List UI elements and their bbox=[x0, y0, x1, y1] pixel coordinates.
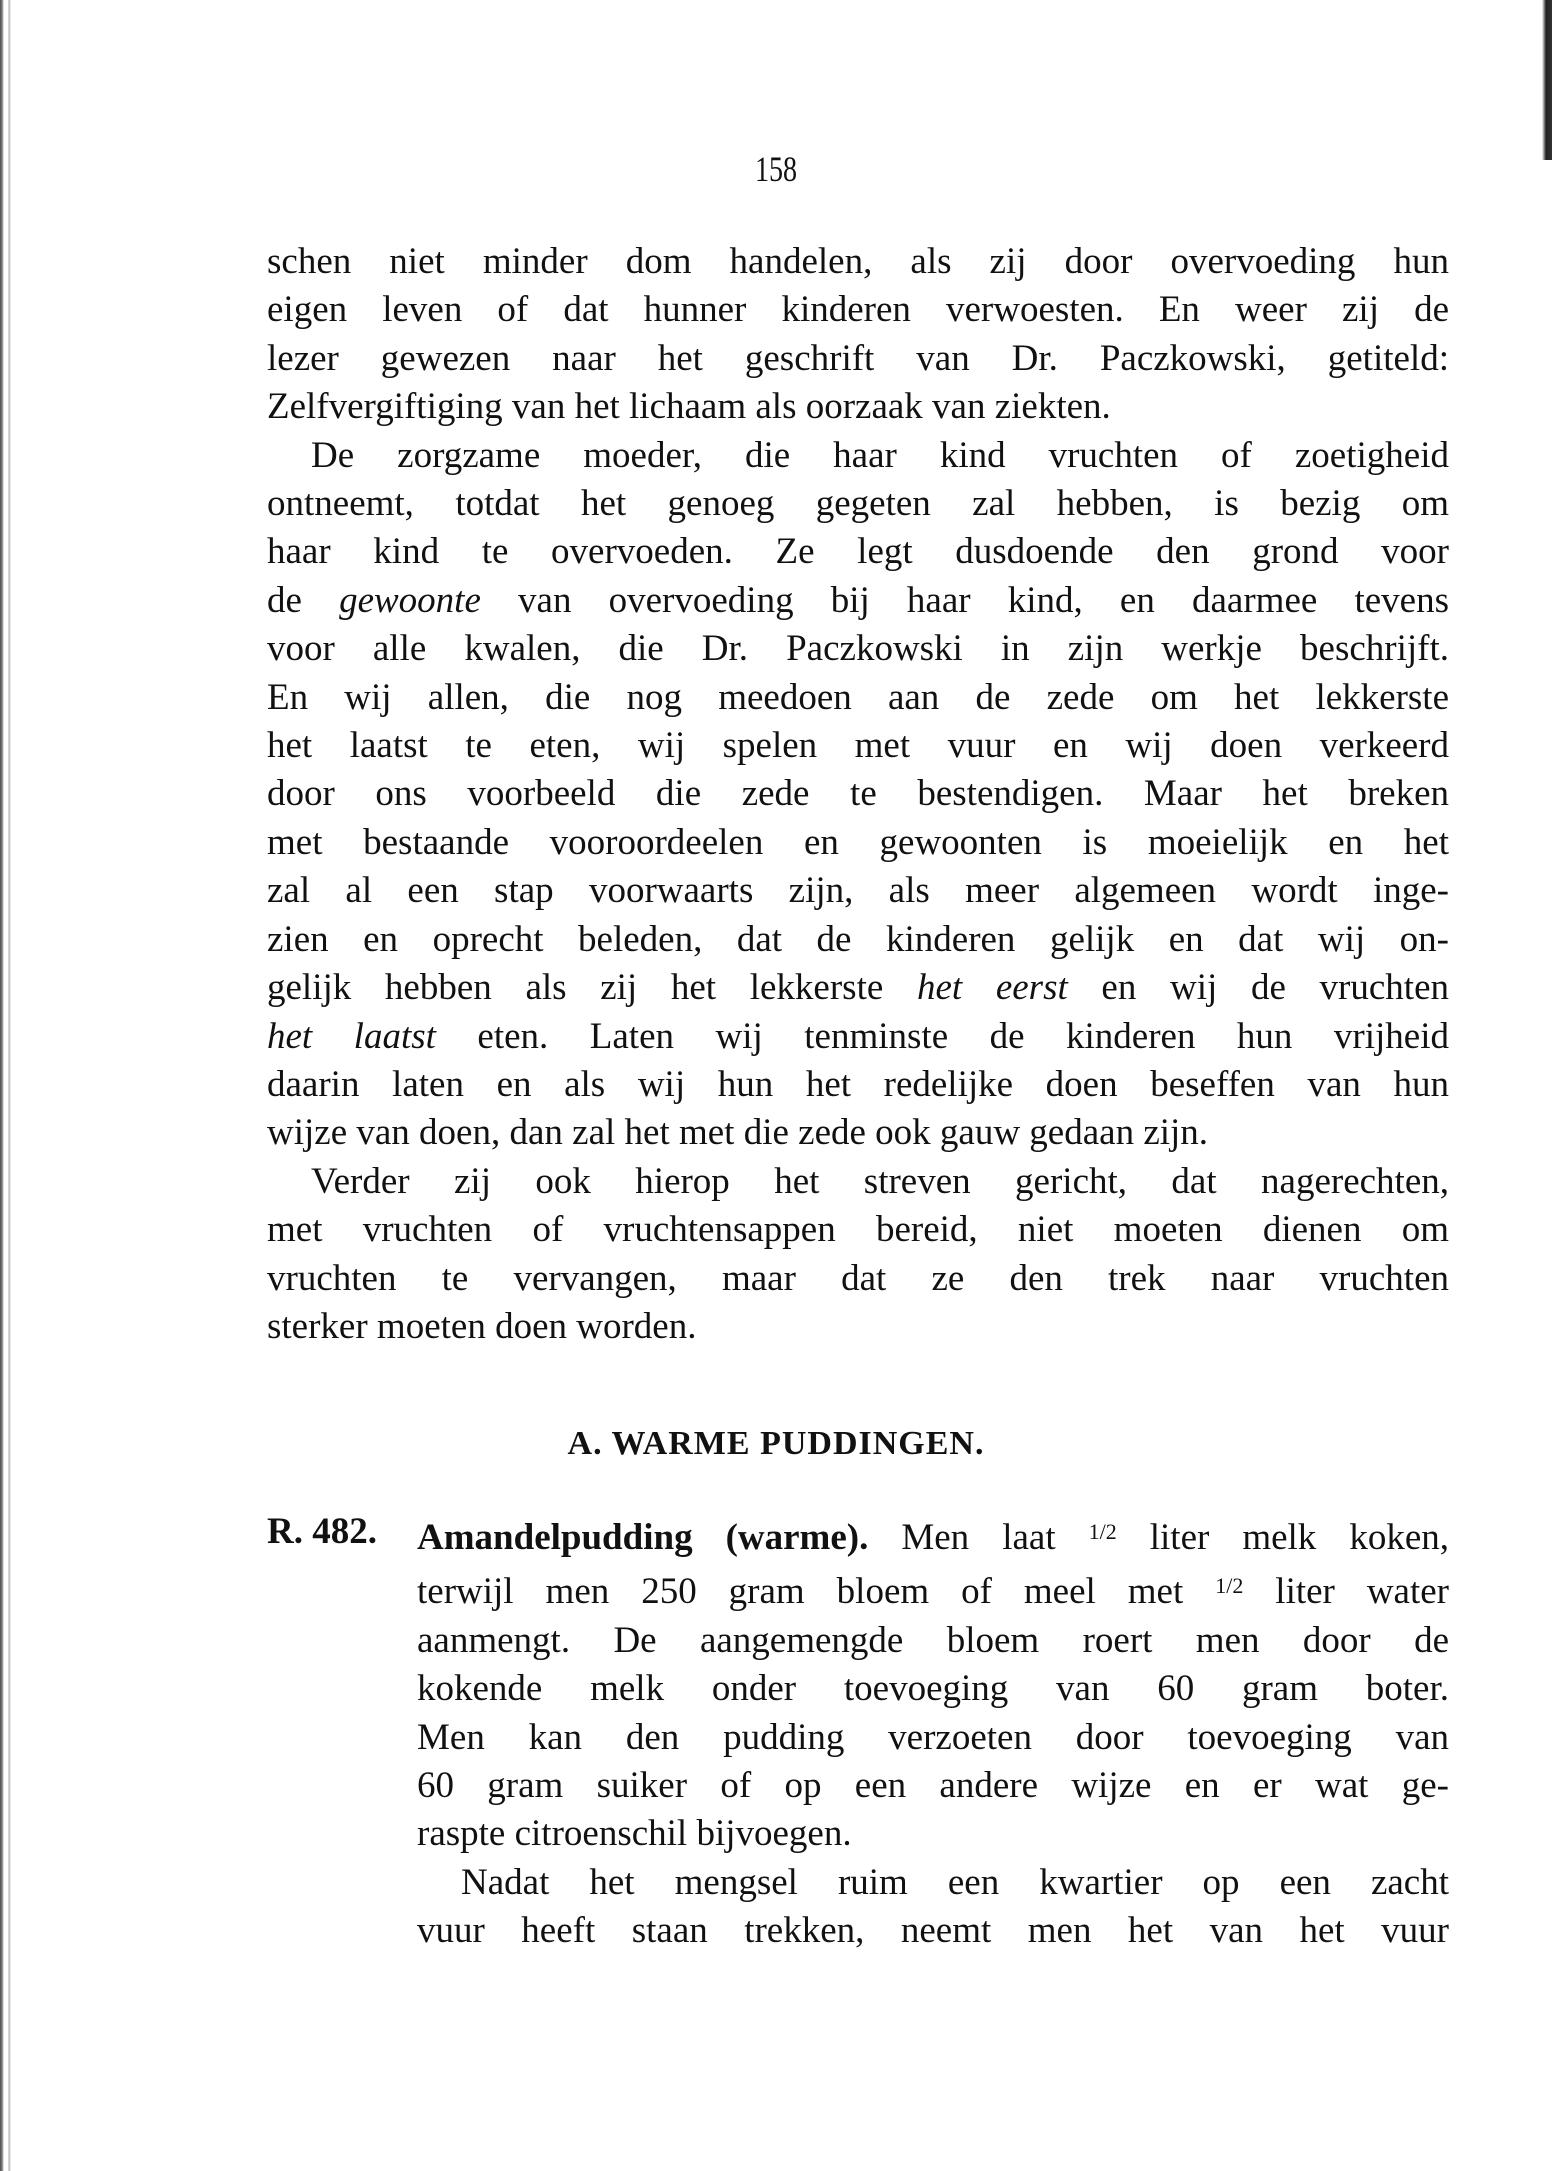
text-line: De zorgzame moeder, die haar kind vruchten of zoetigheid bbox=[311, 434, 1449, 476]
text-segment: van overvoeding bij haar kind, en daarmee tevens bbox=[480, 579, 1449, 621]
fraction-half: 1/2 bbox=[1088, 1519, 1117, 1544]
text-segment: en wij de vruchten bbox=[1067, 967, 1449, 1009]
text-segment: eten. Laten wij tenminste de kinderen hun vrijheid bbox=[435, 1015, 1449, 1057]
text-line: schen niet minder dom handelen, als zij door overvoeding hun bbox=[267, 241, 1449, 282]
text-segment: de bbox=[267, 579, 340, 621]
text-line: 60 gram suiker of op een andere wijze en er wat ge- bbox=[417, 1765, 1449, 1807]
text-line: Zelfvergiftiging van het lichaam als oorzaak van ziekten. bbox=[267, 386, 1111, 428]
text-line: Verder zij ook hierop het streven gericht, dat nagerechten, bbox=[311, 1160, 1449, 1202]
italic-emphasis: gewoonte bbox=[339, 579, 481, 621]
text-line bbox=[267, 1013, 1449, 1061]
text-line: door ons voorbeeld die zede te bestendigen. Maar het breken bbox=[267, 773, 1449, 815]
text-line: haar kind te overvoeden. Ze legt dusdoende den grond voor bbox=[267, 531, 1449, 573]
text-line: wijze van doen, dan zal het met die zede ook gauw gedaan zijn. bbox=[267, 1112, 1209, 1154]
text-line: zien en oprecht beleden, dat de kinderen gelijk en dat wij on- bbox=[267, 918, 1449, 960]
text-line: raspte citroenschil bijvoegen. bbox=[417, 1813, 852, 1855]
text-line: met vruchten of vruchtensappen bereid, niet moeten dienen om bbox=[267, 1209, 1449, 1251]
text-line bbox=[417, 1562, 1449, 1616]
text-line bbox=[267, 577, 1449, 625]
text-segment: gelijk hebben als zij het lekkerste bbox=[267, 967, 917, 1009]
text-segment: terwijl men 250 gram bloem of meel met bbox=[417, 1571, 1216, 1613]
text-line: sterker moeten doen worden. bbox=[267, 1305, 697, 1347]
fraction-half: 1/2 bbox=[1215, 1573, 1244, 1599]
text-line: voor alle kwalen, die Dr. Paczkowski in zijn werkje beschrijft. bbox=[267, 628, 1449, 670]
scan-edge-left bbox=[0, 0, 18, 2171]
body-text bbox=[267, 238, 1449, 1351]
page-number: 158 bbox=[754, 149, 798, 189]
recipe-482 bbox=[267, 1508, 1449, 1956]
text-line: zal al een stap voorwaarts zijn, als meer algemeen wordt inge- bbox=[267, 870, 1449, 912]
text-line: Nadat het mengsel ruim een kwartier op een zacht bbox=[461, 1861, 1449, 1903]
section-heading: A. WARME PUDDINGEN. bbox=[567, 1425, 985, 1462]
text-line: kokende melk onder toevoeging van 60 gram boter. bbox=[417, 1668, 1449, 1710]
text-line: aanmengt. De aangemengde bloem roert men door de bbox=[417, 1619, 1449, 1661]
text-segment: liter water bbox=[1243, 1571, 1450, 1613]
text-line: vuur heeft staan trekken, neemt men het van het vuur bbox=[417, 1910, 1449, 1952]
italic-emphasis: het laatst bbox=[267, 1015, 436, 1057]
text-line bbox=[267, 964, 1449, 1012]
text-line: het laatst te eten, wij spelen met vuur en wij doen verkeerd bbox=[267, 725, 1449, 767]
text-line: eigen leven of dat hunner kinderen verwoesten. En weer zij de bbox=[267, 289, 1449, 331]
text-line: met bestaande vooroordeelen en gewoonten is moeielijk en het bbox=[267, 821, 1449, 863]
text-segment: Men laat bbox=[868, 1517, 1089, 1558]
recipe-title: Amandelpudding (warme). bbox=[417, 1517, 869, 1558]
text-line bbox=[417, 1508, 1449, 1562]
text-line: vruchten te vervangen, maar dat ze den trek naar vruchten bbox=[267, 1257, 1449, 1299]
scan-edge-right bbox=[1542, 0, 1552, 160]
text-line: lezer gewezen naar het geschrift van Dr. Paczkowski, getiteld: bbox=[267, 337, 1449, 379]
text-line: ontneemt, totdat het genoeg gegeten zal hebben, is bezig om bbox=[267, 483, 1449, 525]
text-line: daarin laten en als wij hun het redelijke doen beseffen van hun bbox=[267, 1063, 1449, 1105]
text-line: Men kan den pudding verzoeten door toevoeging van bbox=[417, 1716, 1449, 1758]
recipe-body bbox=[417, 1508, 1449, 1956]
text-line: En wij allen, die nog meedoen aan de zede om het lekkerste bbox=[267, 676, 1449, 718]
italic-emphasis: het eerst bbox=[916, 967, 1068, 1009]
recipe-number: R. 482. bbox=[267, 1511, 377, 1552]
text-segment: liter melk koken, bbox=[1116, 1517, 1449, 1558]
